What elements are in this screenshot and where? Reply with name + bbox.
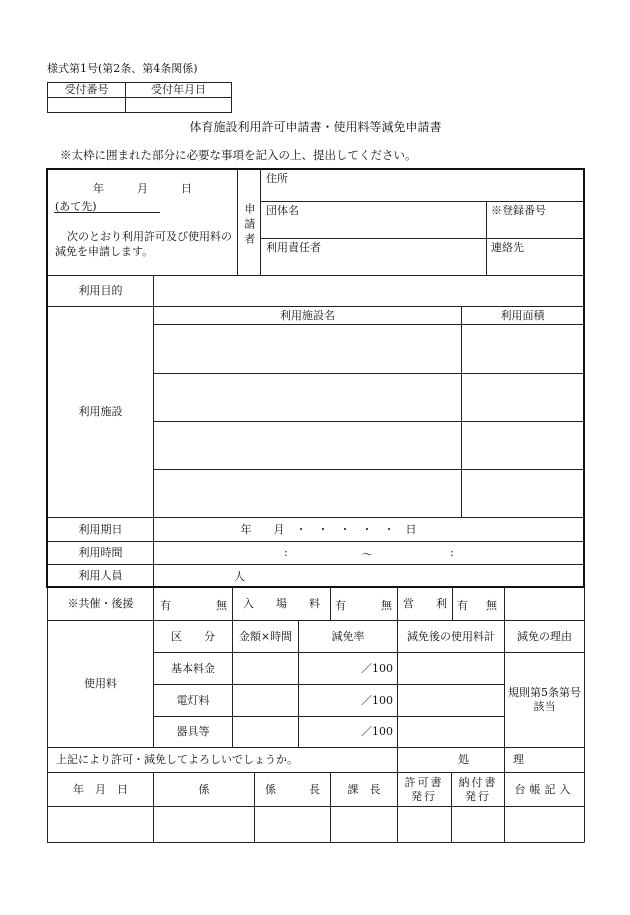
admission-no[interactable]: 無 — [381, 599, 392, 612]
people-count-label: 利用人員 — [78, 568, 123, 582]
approval-question: 上記により許可・減免してよろしいでしょうか。 — [56, 753, 298, 767]
staff-stamp-field[interactable] — [154, 807, 254, 842]
fee-amount-basic[interactable] — [233, 653, 298, 684]
facility-area-row-1[interactable] — [462, 325, 583, 373]
use-time-label: 利用時間 — [78, 546, 123, 560]
facility-name-row-4[interactable] — [154, 470, 461, 517]
purpose-field[interactable] — [154, 276, 583, 306]
fee-row-basic: 基本料金 — [171, 661, 215, 675]
approval-date-field[interactable] — [48, 807, 153, 842]
facility-area-row-2[interactable] — [462, 374, 583, 421]
registration-number-field[interactable] — [487, 202, 583, 238]
purpose-label: 利用目的 — [78, 284, 123, 298]
reception-date-label: 受付年月日 — [151, 83, 206, 97]
facility-name-row-3[interactable] — [154, 422, 461, 469]
facility-name-row-1[interactable] — [154, 325, 461, 373]
commercial-choice[interactable] — [453, 588, 504, 620]
facility-name-row-2[interactable] — [154, 374, 461, 421]
fee-after-equipment[interactable] — [398, 717, 504, 747]
permit-issue-label: 許可書発行 — [404, 775, 444, 803]
chief-label: 係 長 — [265, 782, 320, 796]
time-colon-end: : — [450, 546, 454, 559]
fee-reason-text: 規則第5条第号該当 — [508, 686, 581, 713]
facility-label: 利用施設 — [78, 405, 123, 419]
responsible-person-label: 利用責任者 — [266, 241, 321, 254]
ledger-field[interactable] — [505, 807, 584, 842]
use-date-label: 利用期日 — [78, 522, 123, 536]
fee-amount-header: 金額×時間 — [238, 629, 293, 643]
fee-amount-lighting[interactable] — [233, 685, 298, 716]
commercial-label: 営 利 — [403, 597, 447, 611]
facility-name-header: 利用施設名 — [280, 308, 335, 322]
facility-area-header: 利用面積 — [500, 308, 545, 322]
contact-field[interactable] — [487, 239, 583, 275]
chief-stamp-field[interactable] — [255, 807, 330, 842]
section-chief-stamp-field[interactable] — [331, 807, 397, 842]
application-date[interactable]: 年 月 日 — [93, 182, 192, 196]
fee-after-header: 減免後の使用料計 — [407, 629, 495, 643]
commercial-yes[interactable]: 有 — [457, 599, 468, 612]
applicant-label: 申請者 — [242, 202, 256, 248]
use-date-field[interactable]: 年 月 ・ ・ ・ ・ ・ 日 — [240, 522, 417, 536]
facility-area-row-3[interactable] — [462, 422, 583, 469]
ledger-label: 台帳記入 — [514, 782, 575, 796]
admission-fee-label: 入 場 料 — [243, 597, 320, 611]
use-time-field[interactable] — [154, 542, 583, 564]
group-name-label: 団体名 — [266, 204, 299, 217]
form-code: 様式第1号(第2条、第4条関係) — [47, 62, 198, 75]
fee-reason-header: 減免の理由 — [517, 629, 572, 643]
form-instruction: ※太枠に囲まれた部分に必要な事項を記入の上、提出してください。 — [60, 148, 417, 162]
fee-after-lighting[interactable] — [398, 685, 504, 716]
form-title: 体育施設利用許可申請書・使用料等減免申請書 — [189, 119, 442, 134]
facility-area-row-4[interactable] — [462, 470, 583, 517]
section-chief-label: 課 長 — [347, 782, 381, 796]
fee-label: 使用料 — [84, 677, 117, 691]
people-unit: 人 — [234, 570, 245, 583]
payment-issue-field[interactable] — [452, 807, 504, 842]
time-tilde: 〜 — [362, 548, 373, 561]
sponsor-yes[interactable]: 有 — [160, 599, 171, 612]
fee-amount-equipment[interactable] — [233, 717, 298, 747]
reception-number-field[interactable] — [48, 98, 125, 112]
commercial-no[interactable]: 無 — [486, 599, 497, 612]
sponsor-choice[interactable] — [154, 588, 232, 620]
address-field[interactable] — [262, 170, 582, 200]
payment-issue-label: 納付書発行 — [458, 775, 498, 803]
contact-label: 連絡先 — [491, 241, 524, 254]
time-colon-start: : — [284, 546, 288, 559]
fee-rate-header: 減免率 — [331, 629, 365, 643]
addressee-label: (あて先) — [55, 200, 97, 213]
admission-choice[interactable] — [331, 588, 397, 620]
responsible-person-field[interactable] — [262, 239, 485, 275]
sponsor-label: ※共催・後援 — [67, 597, 134, 611]
permit-issue-field[interactable] — [398, 807, 451, 842]
reception-date-field[interactable] — [126, 98, 231, 112]
approval-date-label: 年 月 日 — [73, 782, 128, 796]
fee-rate-equipment[interactable]: ／100 — [361, 725, 393, 739]
fee-after-basic[interactable] — [398, 653, 504, 684]
registration-number-label: ※登録番号 — [491, 204, 546, 217]
reception-number-label: 受付番号 — [64, 83, 109, 97]
request-text: 次のとおり利用許可及び使用料の減免を申請します。 — [55, 230, 232, 259]
processing-label: 処 理 — [458, 753, 524, 767]
address-label: 住所 — [266, 172, 288, 185]
fee-row-equipment: 器具等 — [176, 725, 210, 739]
admission-yes[interactable]: 有 — [335, 599, 346, 612]
fee-rate-lighting[interactable]: ／100 — [361, 693, 393, 707]
fee-category-header: 区 分 — [171, 629, 215, 643]
people-count-field[interactable] — [154, 565, 583, 586]
sponsor-no[interactable]: 無 — [216, 599, 227, 612]
fee-row-lighting: 電灯料 — [176, 693, 210, 707]
fee-rate-basic[interactable]: ／100 — [361, 661, 393, 675]
staff-label: 係 — [198, 782, 210, 796]
group-name-field[interactable] — [262, 202, 485, 238]
